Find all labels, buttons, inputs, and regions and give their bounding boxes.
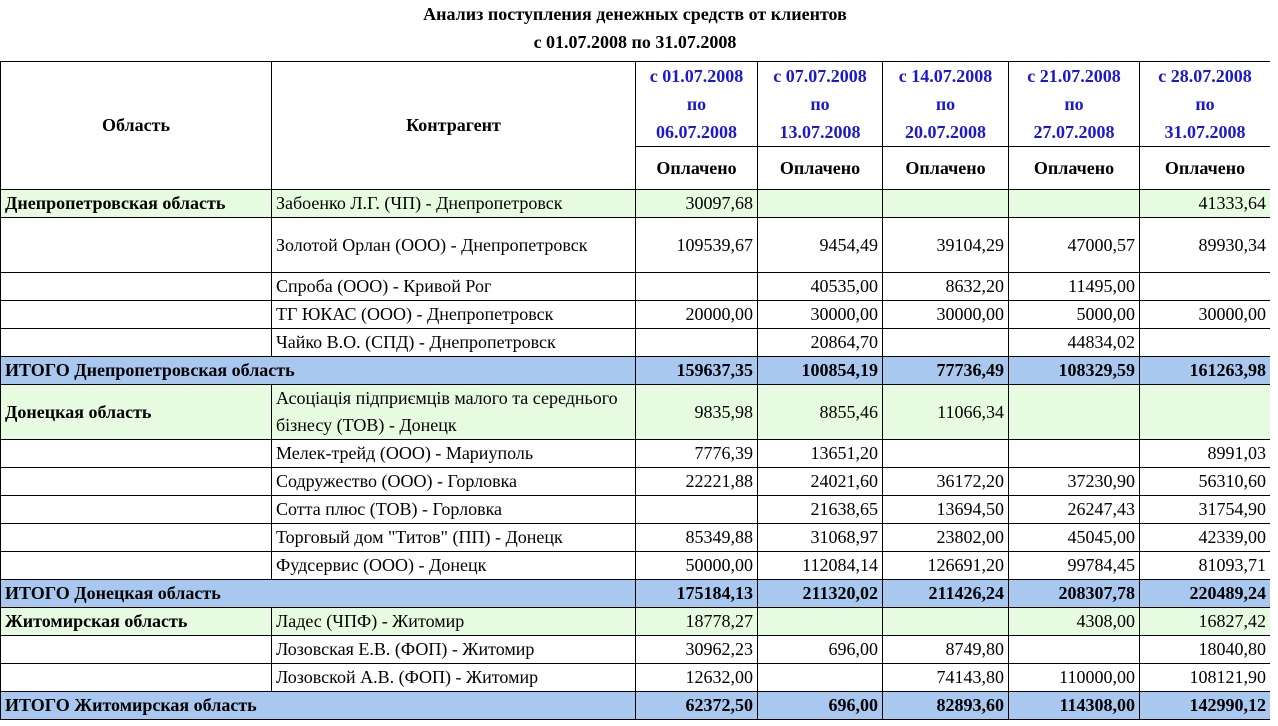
amount-cell: 9454,49 (758, 218, 883, 273)
period-mid: по (1195, 94, 1215, 114)
table-row (1, 218, 1271, 273)
counterparty-cell: Лозовская Е.В. (ФОП) - Житомир (272, 636, 636, 664)
amount-cell: 5000,00 (1009, 301, 1140, 329)
table-row (1, 301, 1271, 329)
amount-cell: 82893,60 (883, 692, 1009, 720)
period-from: с 28.07.2008 (1158, 66, 1252, 86)
table-row (1, 385, 1271, 440)
amount-cell: 159637,35 (636, 357, 758, 385)
amount-cell: 8632,20 (883, 273, 1009, 301)
total-row (1, 580, 1271, 608)
amount-cell: 47000,57 (1009, 218, 1140, 273)
amount-cell (883, 329, 1009, 357)
header-period-5 (1140, 62, 1271, 147)
table-row (1, 496, 1271, 524)
amount-cell: 30000,00 (758, 301, 883, 329)
amount-cell: 108121,90 (1140, 664, 1271, 692)
region-cell (1, 218, 272, 273)
amount-cell: 211320,02 (758, 580, 883, 608)
amount-cell: 11495,00 (1009, 273, 1140, 301)
report-title-period: с 01.07.2008 по 31.07.2008 (533, 32, 737, 52)
header-paid: Оплачено (636, 147, 758, 190)
counterparty-cell: Мелек-трейд (ООО) - Мариуполь (272, 440, 636, 468)
amount-cell: 220489,24 (1140, 580, 1271, 608)
amount-cell: 208307,78 (1009, 580, 1140, 608)
period-to: 31.07.2008 (1164, 122, 1246, 142)
table-row (1, 636, 1271, 664)
amount-cell: 175184,13 (636, 580, 758, 608)
amount-cell: 77736,49 (883, 357, 1009, 385)
table-body (1, 190, 1271, 720)
counterparty-cell: Асоціація підприємців малого та середнього бізнесу (ТОВ) - Донецк (272, 385, 636, 440)
region-cell: Донецкая область (1, 385, 272, 440)
counterparty-cell: Спроба (ООО) - Кривой Рог (272, 273, 636, 301)
region-cell (1, 329, 272, 357)
header-paid: Оплачено (883, 147, 1009, 190)
report-title-line1: Анализ поступления денежных средств от клиентов (423, 4, 847, 24)
amount-cell: 12632,00 (636, 664, 758, 692)
period-from: с 21.07.2008 (1027, 66, 1121, 86)
amount-cell: 74143,80 (883, 664, 1009, 692)
amount-cell: 50000,00 (636, 552, 758, 580)
table-row (1, 524, 1271, 552)
table-row (1, 608, 1271, 636)
period-from: с 14.07.2008 (898, 66, 993, 86)
counterparty-cell: Чайко В.О. (СПД) - Днепропетровск (272, 329, 636, 357)
table-row (1, 440, 1271, 468)
amount-cell: 41333,64 (1140, 190, 1271, 218)
counterparty-cell: Ладес (ЧПФ) - Житомир (272, 608, 636, 636)
amount-cell: 13651,20 (758, 440, 883, 468)
amount-cell: 110000,00 (1009, 664, 1140, 692)
amount-cell (1140, 273, 1271, 301)
total-row (1, 357, 1271, 385)
amount-cell: 62372,50 (636, 692, 758, 720)
amount-cell (758, 190, 883, 218)
period-to: 20.07.2008 (905, 122, 986, 142)
region-cell (1, 273, 272, 301)
table-row (1, 273, 1271, 301)
period-to: 27.07.2008 (1033, 122, 1115, 142)
amount-cell: 100854,19 (758, 357, 883, 385)
amount-cell: 20864,70 (758, 329, 883, 357)
amount-cell: 30962,23 (636, 636, 758, 664)
amount-cell: 9835,98 (636, 385, 758, 440)
amount-cell (883, 608, 1009, 636)
header-period-4 (1009, 62, 1140, 147)
amount-cell: 31754,90 (1140, 496, 1271, 524)
amount-cell: 4308,00 (1009, 608, 1140, 636)
table-row (1, 664, 1271, 692)
amount-cell: 36172,20 (883, 468, 1009, 496)
amount-cell: 161263,98 (1140, 357, 1271, 385)
region-cell (1, 552, 272, 580)
table-row (1, 329, 1271, 357)
amount-cell: 696,00 (758, 692, 883, 720)
amount-cell: 7776,39 (636, 440, 758, 468)
amount-cell: 112084,14 (758, 552, 883, 580)
counterparty-cell: Лозовской А.В. (ФОП) - Житомир (272, 664, 636, 692)
counterparty-cell: Сотта плюс (ТОВ) - Горловка (272, 496, 636, 524)
amount-cell: 16827,42 (1140, 608, 1271, 636)
region-cell: Житомирская область (1, 608, 272, 636)
amount-cell: 126691,20 (883, 552, 1009, 580)
header-period-2 (758, 62, 883, 147)
period-from: с 07.07.2008 (773, 66, 867, 86)
amount-cell: 11066,34 (883, 385, 1009, 440)
amount-cell: 23802,00 (883, 524, 1009, 552)
right-edge (1270, 0, 1278, 726)
amount-cell: 37230,90 (1009, 468, 1140, 496)
amount-cell (636, 496, 758, 524)
region-cell (1, 664, 272, 692)
amount-cell: 89930,34 (1140, 218, 1271, 273)
amount-cell: 26247,43 (1009, 496, 1140, 524)
counterparty-cell: Содружество (ООО) - Горловка (272, 468, 636, 496)
amount-cell: 18040,80 (1140, 636, 1271, 664)
amount-cell: 30097,68 (636, 190, 758, 218)
amount-cell (1140, 329, 1271, 357)
amount-cell: 42339,00 (1140, 524, 1271, 552)
total-label: ИТОГО Донецкая область (1, 580, 636, 608)
amount-cell: 39104,29 (883, 218, 1009, 273)
counterparty-cell: Золотой Орлан (ООО) - Днепропетровск (272, 218, 636, 273)
amount-cell: 44834,02 (1009, 329, 1140, 357)
period-mid: по (686, 94, 707, 114)
region-cell (1, 496, 272, 524)
period-to: 13.07.2008 (779, 122, 861, 142)
region-cell (1, 524, 272, 552)
amount-cell: 31068,97 (758, 524, 883, 552)
amount-cell: 696,00 (758, 636, 883, 664)
header-period-1 (636, 62, 758, 147)
period-mid: по (810, 94, 830, 114)
region-cell (1, 636, 272, 664)
header-counterparty: Контрагент (272, 62, 636, 190)
region-cell (1, 440, 272, 468)
amount-cell: 30000,00 (883, 301, 1009, 329)
period-to: 06.07.2008 (656, 122, 737, 142)
amount-cell (883, 440, 1009, 468)
amount-cell: 13694,50 (883, 496, 1009, 524)
region-cell: Днепропетровская область (1, 190, 272, 218)
amount-cell (883, 190, 1009, 218)
amount-cell: 21638,65 (758, 496, 883, 524)
header-region: Область (1, 62, 272, 190)
amount-cell: 40535,00 (758, 273, 883, 301)
table-row (1, 190, 1271, 218)
amount-cell: 85349,88 (636, 524, 758, 552)
amount-cell: 56310,60 (1140, 468, 1271, 496)
total-label: ИТОГО Житомирская область (1, 692, 636, 720)
amount-cell (1140, 385, 1271, 440)
amount-cell (1009, 636, 1140, 664)
amount-cell: 142990,12 (1140, 692, 1271, 720)
amount-cell: 24021,60 (758, 468, 883, 496)
amount-cell: 99784,45 (1009, 552, 1140, 580)
amount-cell (636, 329, 758, 357)
counterparty-cell: Торговый дом "Титов" (ПП) - Донецк (272, 524, 636, 552)
amount-cell: 30000,00 (1140, 301, 1271, 329)
total-label: ИТОГО Днепропетровская область (1, 357, 636, 385)
period-mid: по (935, 94, 956, 114)
amount-cell (1009, 190, 1140, 218)
amount-cell (636, 273, 758, 301)
amount-cell: 108329,59 (1009, 357, 1140, 385)
amount-cell: 18778,27 (636, 608, 758, 636)
header-paid: Оплачено (758, 147, 883, 190)
total-row (1, 692, 1271, 720)
amount-cell (758, 664, 883, 692)
region-cell (1, 301, 272, 329)
counterparty-cell: ТГ ЮКАС (ООО) - Днепропетровск (272, 301, 636, 329)
amount-cell: 81093,71 (1140, 552, 1271, 580)
amount-cell: 8749,80 (883, 636, 1009, 664)
report-title (0, 0, 1270, 56)
amount-cell: 109539,67 (636, 218, 758, 273)
amount-cell: 22221,88 (636, 468, 758, 496)
amount-cell: 8991,03 (1140, 440, 1271, 468)
amount-cell: 45045,00 (1009, 524, 1140, 552)
counterparty-cell: Забоенко Л.Г. (ЧП) - Днепропетровск (272, 190, 636, 218)
period-from: с 01.07.2008 (649, 66, 744, 86)
header-paid: Оплачено (1140, 147, 1271, 190)
payments-table (0, 61, 1271, 720)
amount-cell (1009, 440, 1140, 468)
amount-cell (1009, 385, 1140, 440)
amount-cell: 114308,00 (1009, 692, 1140, 720)
header-paid: Оплачено (1009, 147, 1140, 190)
header-period-3 (883, 62, 1009, 147)
amount-cell: 20000,00 (636, 301, 758, 329)
amount-cell: 8855,46 (758, 385, 883, 440)
period-mid: по (1064, 94, 1084, 114)
amount-cell (758, 608, 883, 636)
region-cell (1, 468, 272, 496)
counterparty-cell: Фудсервис (ООО) - Донецк (272, 552, 636, 580)
table-row (1, 468, 1271, 496)
table-row (1, 552, 1271, 580)
amount-cell: 211426,24 (883, 580, 1009, 608)
